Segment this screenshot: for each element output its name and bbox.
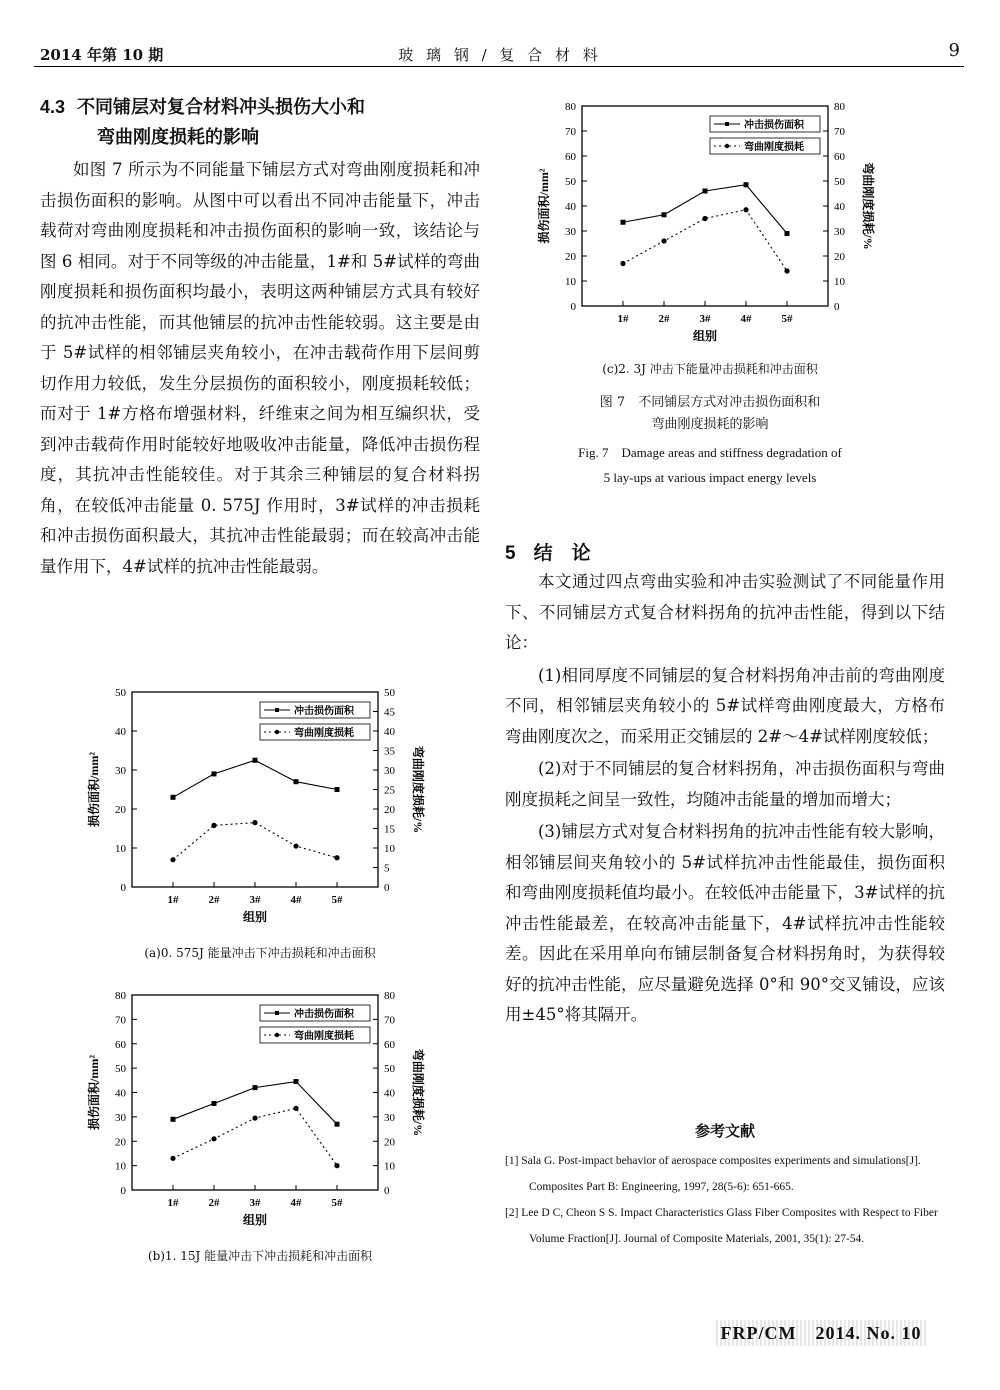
y-right-tick-label: 0 (834, 301, 840, 313)
data-point (334, 1163, 339, 1168)
data-point (170, 857, 175, 862)
y-right-tick-label: 80 (384, 990, 395, 1002)
y-left-tick-label: 70 (565, 126, 576, 138)
conclusion-paragraph: (3)铺层方式对复合材料拐角的抗冲击性能有较大影响，相邻铺层间夹角较小的 5#试样抗冲击性能最佳，损伤面积和弯曲刚度损耗值均最小。在较低冲击能量下，3#试样的抗冲击性能最差，在较高冲击能量下，4#试样抗冲击性能较差。因此在采用单向布铺层制备复合材料拐角时，为获得较好的抗冲击性能，应尽量避免选择 0°和 90°交叉铺设，应该用±45°将其隔开。 (505, 822, 945, 1024)
plot-frame (132, 995, 378, 1190)
data-point (293, 843, 298, 848)
y-left-tick-label: 0 (120, 1185, 126, 1197)
y-right-tick-label: 35 (384, 745, 395, 758)
section-5-title: 结 论 (533, 542, 591, 564)
references-list (505, 1148, 945, 1252)
x-tick-label: 2# (658, 313, 670, 325)
chart-svg (80, 985, 440, 1235)
legend-marker (725, 144, 729, 148)
y-right-tick-label: 0 (384, 882, 390, 894)
y-left-tick-label: 20 (115, 804, 126, 816)
legend-label: 冲击损伤面积 (294, 1009, 354, 1020)
figure-7-caption-en-line1: Fig. 7 Damage areas and stiffness degradation of (578, 445, 842, 460)
series-line-damage-area (173, 760, 337, 797)
left-column (40, 92, 480, 582)
y-left-tick-label: 30 (115, 765, 126, 777)
y-right-tick-label: 50 (384, 687, 395, 699)
x-axis-label: 组别 (242, 1213, 268, 1227)
x-tick-label: 4# (290, 894, 302, 906)
legend-label: 弯曲刚度损耗 (744, 142, 804, 153)
y-right-tick-label: 20 (384, 804, 395, 816)
y-right-tick-label: 40 (834, 201, 845, 213)
y-right-tick-label: 30 (384, 1111, 395, 1124)
legend-marker (275, 1033, 279, 1037)
data-point (662, 212, 667, 217)
data-point (702, 216, 707, 221)
y-left-tick-label: 0 (570, 301, 576, 313)
chart-a-caption: (a)0. 575J 能量冲击下冲击损耗和冲击面积 (144, 946, 376, 960)
header-rule (34, 66, 964, 67)
data-point (744, 182, 749, 187)
y-left-tick-label: 40 (115, 1087, 126, 1100)
section-5-number: 5 (505, 543, 516, 564)
chart-a (80, 682, 440, 932)
data-point (252, 1115, 257, 1120)
x-tick-label: 5# (781, 313, 793, 325)
y-right-tick-label: 80 (834, 101, 845, 113)
y-right-axis-label: 弯曲刚度损耗/% (411, 1048, 425, 1137)
y-right-tick-label: 40 (384, 1087, 395, 1100)
journal-name: 玻 璃 钢 / 复 合 材 料 (398, 46, 602, 64)
x-axis-label: 组别 (242, 910, 268, 924)
figure-7-caption-en (520, 440, 900, 490)
y-left-tick-label: 60 (565, 151, 576, 163)
legend-marker (275, 730, 279, 734)
y-left-tick-label: 20 (565, 251, 576, 263)
data-point (212, 1101, 217, 1106)
plot-frame (132, 692, 378, 887)
series-line-stiffness-loss (173, 823, 337, 860)
x-axis-label: 组别 (692, 329, 718, 343)
y-right-tick-label: 50 (834, 176, 845, 188)
y-left-tick-label: 50 (115, 687, 126, 699)
x-tick-label: 3# (699, 313, 711, 325)
x-tick-label: 3# (249, 1197, 261, 1209)
data-point (703, 189, 708, 194)
figure-7-caption-en-line2: 5 lay-ups at various impact energy levels (603, 470, 817, 485)
chart-b (80, 985, 440, 1235)
y-right-tick-label: 50 (384, 1063, 395, 1076)
y-right-tick-label: 10 (384, 843, 395, 855)
data-point (784, 268, 789, 273)
data-point (253, 1085, 258, 1090)
legend-marker (725, 122, 729, 126)
y-left-tick-label: 10 (115, 1160, 126, 1173)
x-tick-label: 5# (331, 894, 343, 906)
y-left-axis-label: 损伤面积/mm² (537, 168, 551, 244)
references-title: 参考文献 (694, 1122, 755, 1140)
y-left-tick-label: 50 (115, 1063, 126, 1076)
x-tick-label: 4# (290, 1197, 302, 1209)
y-right-tick-label: 10 (834, 276, 845, 288)
y-right-axis-label: 弯曲刚度损耗/% (411, 745, 425, 834)
data-point (294, 779, 299, 784)
y-left-tick-label: 40 (565, 201, 576, 213)
legend-label: 冲击损伤面积 (294, 706, 354, 717)
y-left-axis-label: 损伤面积/mm² (87, 752, 101, 827)
y-right-axis-label: 弯曲刚度损耗/% (861, 162, 875, 250)
data-point (211, 1136, 216, 1141)
data-point (334, 855, 339, 860)
y-left-tick-label: 0 (120, 882, 126, 894)
section-4-3-paragraph: 如图 7 所示为不同能量下铺层方式对弯曲刚度损耗和冲击损伤面积的影响。从图中可以看出不同冲击能量下，冲击载荷对弯曲刚度损耗和冲击损伤面积的影响一致，该结论与图 6 相同。对于不同等级的冲击能量，1#和 5#试样的弯曲刚度损耗和损伤面积均最小，表明这两种铺层方式具有较好的抗冲击性能，而其他铺层的抗冲击性能较弱。这主要是由于 5#试样的相邻铺层夹角较小，在冲击载荷作用下层间剪切作用力较低，发生分层损伤的面积较小，刚度损耗较低；而对于 1#方格布增强材料，纤维束之间为相互编织状，受到冲击载荷作用时能较好地吸收冲击能量，降低冲击损伤程度，其抗冲击性能较佳。对于其余三种铺层的复合材料拐角，在较低冲击能量 0. 575J 作用时，3#试样的冲击损耗和冲击损伤面积最大，其抗冲击性能最弱；而在较高冲击能量作用下，4#试样的抗冲击性能最弱。 (40, 160, 480, 576)
data-point (212, 771, 217, 776)
data-point (171, 795, 176, 800)
x-tick-label: 3# (249, 894, 261, 906)
figure-7-caption-cn-line1: 图 7 不同铺层方式对冲击损伤面积和 (599, 395, 821, 410)
x-tick-label: 1# (617, 313, 629, 325)
chart-c-caption: (c)2. 3J 冲击下能量冲击损耗和冲击面积 (602, 362, 818, 376)
y-left-tick-label: 30 (565, 226, 576, 238)
data-point (743, 207, 748, 212)
data-point (252, 820, 257, 825)
y-left-tick-label: 80 (565, 101, 576, 113)
y-left-tick-label: 60 (115, 1038, 126, 1051)
chart-svg (530, 96, 890, 351)
conclusion-paragraph: (1)相同厚度不同铺层的复合材料拐角冲击前的弯曲刚度不同，相邻铺层夹角较小的 5#试样弯曲刚度最大，方格布弯曲刚度次之，而采用正交铺层的 2#～4#试样刚度较低； (505, 665, 945, 746)
y-right-tick-label: 40 (384, 726, 395, 738)
data-point (335, 787, 340, 792)
legend-marker (275, 708, 279, 712)
data-point (211, 823, 216, 828)
chart-b-caption: (b)1. 15J 能量冲击下冲击损耗和冲击面积 (147, 1249, 373, 1263)
chart-svg (80, 682, 440, 932)
conclusion-paragraph: (2)对于不同铺层的复合材料拐角，冲击损伤面积与弯曲刚度损耗之间呈一致性，均随冲击能量的增加而增大； (505, 759, 945, 809)
legend-marker (275, 1011, 279, 1015)
legend-label: 弯曲刚度损耗 (294, 728, 354, 739)
data-point (785, 231, 790, 236)
y-left-tick-label: 30 (115, 1111, 126, 1124)
y-left-tick-label: 80 (115, 990, 126, 1002)
y-right-tick-label: 30 (834, 226, 845, 238)
data-point (294, 1079, 299, 1084)
y-left-tick-label: 10 (115, 843, 126, 855)
y-right-tick-label: 10 (384, 1160, 395, 1173)
section-5-heading (505, 538, 591, 565)
data-point (170, 1156, 175, 1161)
figure-7-caption-cn-line2: 弯曲刚度损耗的影响 (651, 417, 769, 432)
y-left-tick-label: 50 (565, 176, 576, 188)
y-right-tick-label: 70 (384, 1014, 395, 1027)
y-right-tick-label: 30 (384, 765, 395, 777)
data-point (621, 220, 626, 225)
x-tick-label: 2# (208, 1197, 220, 1209)
conclusion-paragraph: 本文通过四点弯曲实验和冲击实验测试了不同能量作用下、不同铺层方式复合材料拐角的抗冲击性能，得到以下结论： (505, 572, 945, 652)
y-left-tick-label: 40 (115, 726, 126, 738)
figure-7-caption-cn (530, 392, 890, 436)
chart-c (530, 96, 890, 351)
x-tick-label: 1# (167, 1197, 179, 1209)
section-title-line2: 弯曲刚度损耗的影响 (97, 127, 259, 148)
plot-frame (582, 106, 828, 306)
issue-label: 2014 年第 10 期 (40, 46, 164, 64)
footer-journal-issue: FRP/CM 2014. No. 10 (716, 1320, 926, 1346)
running-header (40, 40, 960, 68)
y-right-tick-label: 5 (384, 862, 390, 875)
y-right-tick-label: 15 (384, 823, 395, 836)
y-right-tick-label: 45 (384, 706, 395, 719)
y-right-tick-label: 60 (384, 1038, 395, 1051)
data-point (293, 1106, 298, 1111)
data-point (620, 261, 625, 266)
section-4-3-heading (40, 92, 480, 153)
y-left-axis-label: 损伤面积/mm² (87, 1055, 101, 1130)
conclusions (505, 565, 945, 1031)
reference-item: [2] Lee D C, Cheon S S. Impact Characteristics Glass Fiber Composites with Respect to Fiber Volume Fraction[J]. Journal of Composite Materials, 2001, 35(1): 27-54. (505, 1207, 938, 1245)
y-right-tick-label: 20 (834, 251, 845, 263)
data-point (253, 758, 258, 763)
y-right-tick-label: 70 (834, 126, 845, 138)
data-point (661, 238, 666, 243)
x-tick-label: 5# (331, 1197, 343, 1209)
y-left-tick-label: 70 (115, 1014, 126, 1027)
y-left-tick-label: 20 (115, 1136, 126, 1149)
legend-label: 弯曲刚度损耗 (294, 1031, 354, 1042)
y-left-tick-label: 10 (565, 276, 576, 288)
x-tick-label: 4# (740, 313, 752, 325)
legend-label: 冲击损伤面积 (744, 120, 804, 131)
data-point (171, 1117, 176, 1122)
x-tick-label: 1# (167, 894, 179, 906)
y-right-tick-label: 0 (384, 1185, 390, 1197)
page-number: 9 (948, 40, 960, 61)
y-right-tick-label: 60 (834, 151, 845, 163)
reference-item: [1] Sala G. Post-impact behavior of aerospace composites experiments and simulations[J]. Composites Part B: Engineering, 1997, 28(5-6): 651-665. (505, 1155, 921, 1193)
y-right-tick-label: 20 (384, 1136, 395, 1149)
section-title-line1: 不同铺层对复合材料冲头损伤大小和 (77, 97, 366, 118)
section-number: 4.3 (40, 97, 66, 117)
data-point (335, 1122, 340, 1127)
y-right-tick-label: 25 (384, 784, 395, 797)
x-tick-label: 2# (208, 894, 220, 906)
